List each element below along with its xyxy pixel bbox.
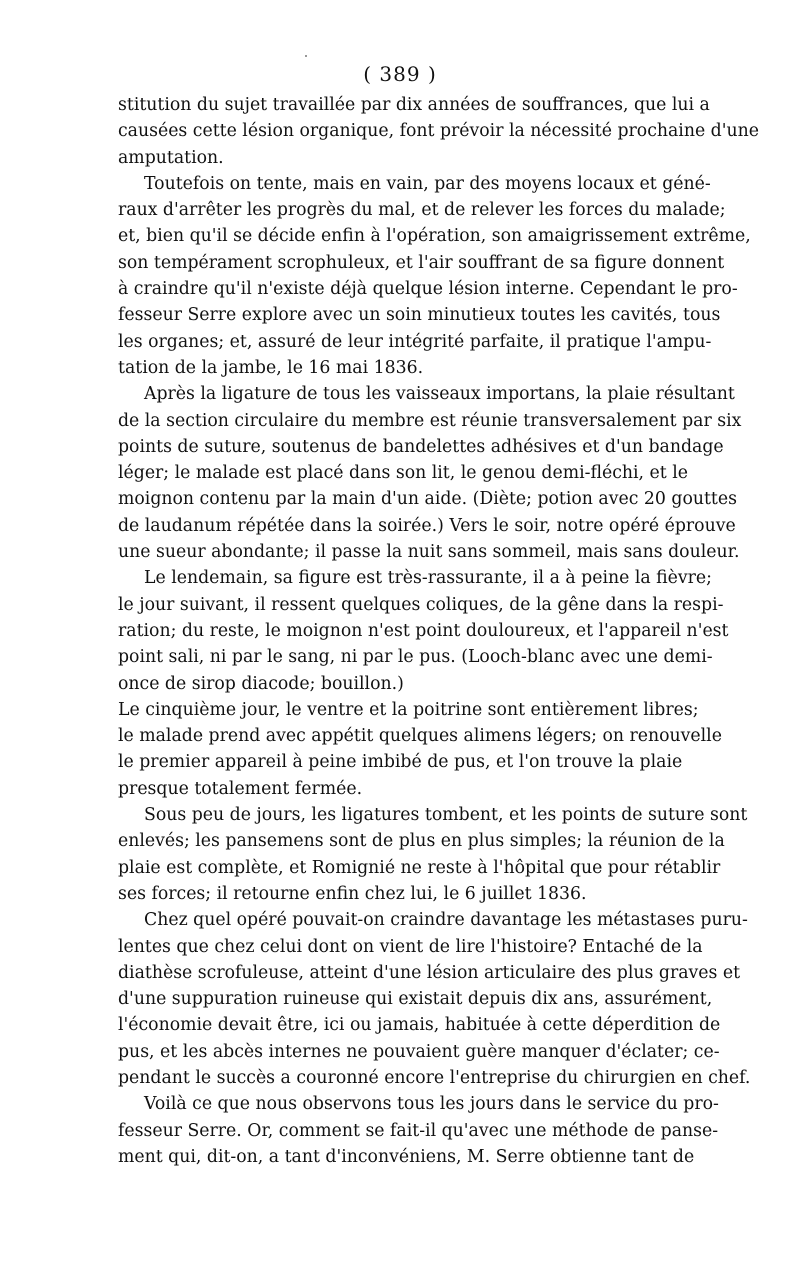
text-line: le jour suivant, il ressent quelques coliques, de la gêne dans la respi- xyxy=(118,594,724,615)
paragraph-start-line: Voilà ce que nous observons tous les jours dans le service du pro- xyxy=(144,1094,719,1115)
text-line: points de suture, soutenus de bandelettes adhésives et d'un bandage xyxy=(118,436,724,457)
text-line: l'économie devait être, ici ou jamais, habituée à cette déperdition de xyxy=(118,1015,721,1036)
text-line: enlevés; les pansemens sont de plus en plus simples; la réunion de la xyxy=(118,831,725,852)
text-line: de la section circulaire du membre est réunie transversalement par six xyxy=(118,410,742,431)
text-line: fesseur Serre explore avec un soin minutieux toutes les cavités, tous xyxy=(118,305,721,326)
text-line: tation de la jambe, le 16 mai 1836. xyxy=(118,357,424,378)
text-line: de laudanum répétée dans la soirée.) Vers le soir, notre opéré éprouve xyxy=(118,515,736,536)
text-line: point sali, ni par le sang, ni par le pus. (Looch-blanc avec une demi- xyxy=(118,647,713,668)
text-line: once de sirop diacode; bouillon.) xyxy=(118,673,404,694)
paragraph-start-line: Le lendemain, sa figure est très-rassurante, il a à peine la fièvre; xyxy=(144,568,712,589)
text-line: moignon contenu par la main d'un aide. (Diète; potion avec 20 gouttes xyxy=(118,489,737,510)
paragraph-start-line: Sous peu de jours, les ligatures tombent, et les points de suture sont xyxy=(144,805,748,826)
paragraph-start-line: Chez quel opéré pouvait-on craindre davantage les métastases puru- xyxy=(144,910,748,931)
body-text xyxy=(118,92,759,1170)
ink-speck xyxy=(305,55,307,57)
text-line: stitution du sujet travaillée par dix années de souffrances, que lui a xyxy=(118,95,710,115)
text-line: léger; le malade est placé dans son lit, le genou demi-fléchi, et le xyxy=(118,463,688,484)
text-line: raux d'arrêter les progrès du mal, et de relever les forces du malade; xyxy=(118,200,726,221)
text-line: pus, et les abcès internes ne pouvaient guère manquer d'éclater; ce- xyxy=(118,1041,720,1062)
text-line: le malade prend avec appétit quelques alimens légers; on renouvelle xyxy=(118,726,722,747)
text-line: plaie est complète, et Romignié ne reste à l'hôpital que pour rétablir xyxy=(118,857,721,878)
text-line: une sueur abondante; il passe la nuit sans sommeil, mais sans douleur. xyxy=(118,542,740,563)
text-line: les organes; et, assuré de leur intégrité parfaite, il pratique l'ampu- xyxy=(118,331,712,352)
text-line: lentes que chez celui dont on vient de lire l'histoire? Entaché de la xyxy=(118,936,703,957)
text-line: pendant le succès a couronné encore l'entreprise du chirurgien en chef. xyxy=(118,1067,751,1088)
text-line: ses forces; il retourne enfin chez lui, le 6 juillet 1836. xyxy=(118,883,587,904)
text-line: ration; du reste, le moignon n'est point douloureux, et l'appareil n'est xyxy=(118,620,729,641)
text-line: ment qui, dit-on, a tant d'inconvéniens, M. Serre obtienne tant de xyxy=(118,1146,695,1167)
text-line: le premier appareil à peine imbibé de pus, et l'on trouve la plaie xyxy=(118,752,683,773)
text-line: presque totalement fermée. xyxy=(118,778,363,799)
text-line: fesseur Serre. Or, comment se fait-il qu'avec une méthode de panse- xyxy=(118,1120,719,1141)
paragraph-start-line: Après la ligature de tous les vaisseaux importans, la plaie résultant xyxy=(144,384,735,405)
text-line: d'une suppuration ruineuse qui existait depuis dix ans, assurément, xyxy=(118,989,713,1010)
text-line: et, bien qu'il se décide enfin à l'opération, son amaigrissement extrême, xyxy=(118,226,751,247)
text-line: diathèse scrofuleuse, atteint d'une lésion articulaire des plus graves et xyxy=(118,962,741,983)
paragraph-start-line: Le cinquième jour, le ventre et la poitrine sont entièrement libres; xyxy=(118,699,699,720)
paragraph-start-line: Toutefois on tente, mais en vain, par des moyens locaux et géné- xyxy=(144,173,711,194)
page-number: ( 389 ) xyxy=(363,62,437,86)
text-line: à craindre qu'il n'existe déjà quelque lésion interne. Cependant le pro- xyxy=(118,279,738,300)
text-line: causées cette lésion organique, font prévoir la nécessité prochaine d'une xyxy=(118,121,759,142)
text-line: son tempérament scrophuleux, et l'air souffrant de sa figure donnent xyxy=(118,252,725,273)
text-line: amputation. xyxy=(118,147,224,168)
